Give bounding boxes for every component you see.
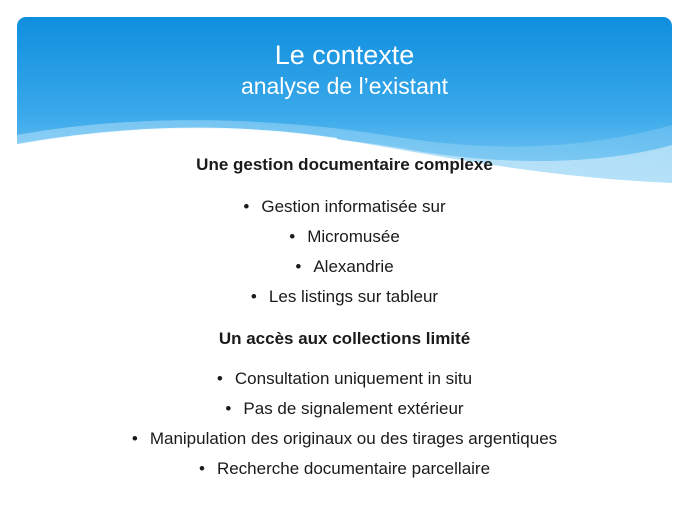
bullet-icon: • [243,197,250,216]
bullet-icon: • [131,429,138,448]
list-item: • Micromusée [0,222,689,252]
list-item: • Manipulation des originaux ou des tirages argentiques [0,424,689,454]
bullet-list-gestion [0,192,689,312]
title-block [17,38,672,100]
bullet-list-acces [0,364,689,484]
bullet-icon: • [250,287,257,306]
section-heading-gestion: Une gestion documentaire complexe [196,155,493,174]
slide-subtitle: analyse de l’existant [240,73,449,99]
bullet-icon: • [216,369,223,388]
slide-title: Le contexte [274,40,415,70]
list-item: • Recherche documentaire parcellaire [0,454,689,484]
slide-body [0,150,689,484]
section-heading-acces: Un accès aux collections limité [218,329,471,348]
list-item: • Gestion informatisée sur [0,192,689,222]
list-item: • Alexandrie [0,252,689,282]
list-item: • Consultation uniquement in situ [0,364,689,394]
bullet-icon: • [289,227,296,246]
list-item: • Pas de signalement extérieur [0,394,689,424]
list-item: • Les listings sur tableur [0,282,689,312]
bullet-icon: • [295,257,302,276]
bullet-icon: • [225,399,232,418]
bullet-icon: • [198,459,205,478]
